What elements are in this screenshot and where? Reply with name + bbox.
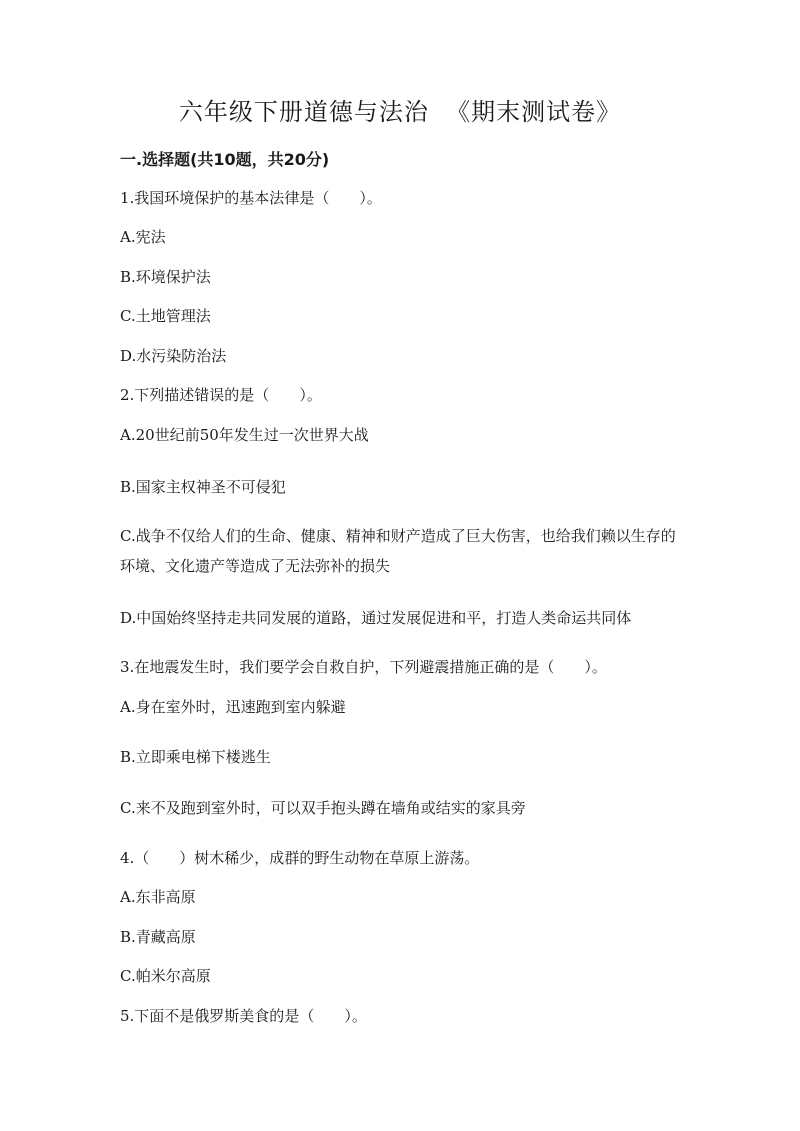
question-2-option-d: D.中国始终坚持走共同发展的道路，通过发展促进和平，打造人类命运共同体 [120, 609, 632, 627]
question-3-stem: 3.在地震发生时，我们要学会自救自护，下列避震措施正确的是（ ）。 [120, 658, 607, 676]
question-1-option-d: D.水污染防治法 [120, 347, 227, 365]
question-1-option-a: A.宪法 [120, 228, 166, 246]
question-4-option-c: C.帕米尔高原 [120, 967, 211, 985]
question-3-option-c: C.来不及跑到室外时，可以双手抱头蹲在墙角或结实的家具旁 [120, 799, 526, 817]
question-3-option-b: B.立即乘电梯下楼逃生 [120, 748, 271, 766]
question-4-stem: 4.（ ）树木稀少，成群的野生动物在草原上游荡。 [120, 849, 480, 867]
question-2-stem: 2.下列描述错误的是（ ）。 [120, 386, 322, 404]
question-1-option-b: B.环境保护法 [120, 268, 211, 286]
question-1-option-c: C.土地管理法 [120, 307, 211, 325]
question-5-stem: 5.下面不是俄罗斯美食的是（ ）。 [120, 1007, 367, 1025]
question-1-stem: 1.我国环境保护的基本法律是（ ）。 [120, 189, 382, 207]
document-title: 六年级下册道德与法治 《期末测试卷》 [178, 98, 622, 126]
question-4-option-a: A.东非高原 [120, 888, 196, 906]
question-2-option-a: A.20世纪前50年发生过一次世界大战 [120, 426, 369, 444]
question-4-option-b: B.青藏高原 [120, 928, 196, 946]
section-heading: 一.选择题(共10题，共20分) [120, 150, 330, 169]
question-3-option-a: A.身在室外时，迅速跑到室内躲避 [120, 698, 346, 716]
question-2-option-c: C.战争不仅给人们的生命、健康、精神和财产造成了巨大伤害，也给我们赖以生存的环境、文化遗产等造成了无法弥补的损失 [120, 527, 676, 575]
question-2-option-b: B.国家主权神圣不可侵犯 [120, 478, 286, 496]
